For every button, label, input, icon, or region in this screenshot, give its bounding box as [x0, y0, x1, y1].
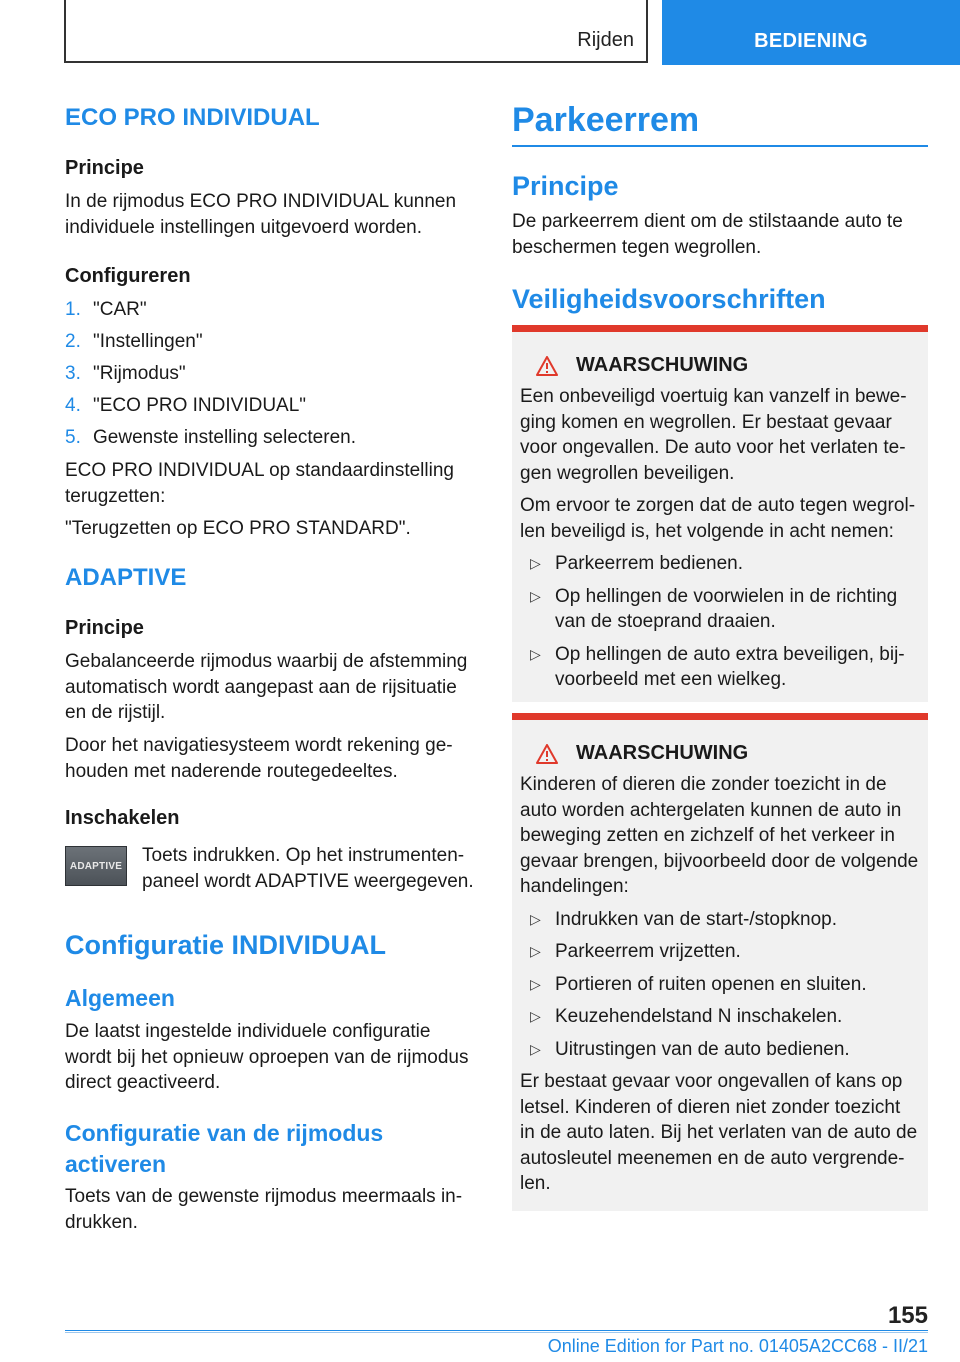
- warning-triangle-icon: [536, 356, 558, 376]
- eco-principle-text: In de rijmodus ECO PRO INDIVIDUAL kunnen individuele instellingen uitgevoerd worden.: [65, 191, 457, 238]
- list-item: [65, 358, 475, 390]
- step-text: "CAR": [93, 299, 147, 320]
- header-chapter-tab: [662, 0, 960, 65]
- adaptive-principle-title: Principe: [65, 617, 144, 639]
- triangle-bullet-icon: ▷: [530, 645, 541, 662]
- config-individual-title: Configuratie INDIVIDUAL: [65, 930, 386, 960]
- config-activate-title: Configuratie van de rijmodus activeren: [65, 1120, 384, 1177]
- triangle-bullet-icon: ▷: [530, 943, 541, 959]
- step-number: 1.: [65, 299, 81, 320]
- adaptive-enable-text: Toets indrukken. Op het instrumentenpaneel wordt ADAPTIVE weergegeven.: [142, 845, 474, 892]
- triangle-bullet-icon: ▷: [530, 910, 541, 927]
- list-item: ▷ Uitrustingen van de auto bedienen.: [520, 1037, 920, 1063]
- parkeerrem-principle-title: Principe: [512, 171, 619, 201]
- header-section-label: Rijden: [577, 29, 634, 51]
- warning-title: WAARSCHUWING: [576, 742, 749, 764]
- warning-triangle-icon: [536, 744, 558, 764]
- page-number: 155: [887, 1302, 928, 1329]
- warning-children-text: Kinderen of dieren die zonder toezicht in de auto worden achtergelaten kunnen de auto in beweging zetten en zichzelf of het verkeer in gevaar brengen, bijvoorbeeld door de volgende handelingen:: [520, 774, 919, 897]
- eco-steps-list: [65, 294, 475, 454]
- step-text: "Instellingen": [93, 331, 203, 352]
- list-item: ▷ Parkeerrem vrijzetten.: [520, 939, 920, 965]
- list-item: ▷ Keuzehendelstand N inschakelen.: [520, 1004, 920, 1030]
- step-text: "ECO PRO INDIVIDUAL": [93, 395, 307, 416]
- warning-rolling-text: Een onbeveiligd voertuig kan vanzelf in beweging komen en wegrollen. Er bestaat gevaar voor ongevallen. De auto voor het verlaten tegen wegrollen beveiligen.: [520, 386, 907, 484]
- footer-divider: [65, 1330, 928, 1331]
- eco-reset-value: "Terugzetten op ECO PRO STANDARD".: [65, 518, 411, 539]
- warning-children-conclusion: Er bestaat gevaar voor ongevallen of kans op letsel. Kinderen of dieren niet zonder toezicht in de auto laten. Bij het verlaten van de auto de autosleutel meenemen en de auto vergrendelen.: [520, 1071, 918, 1194]
- warning-box-children: [512, 713, 928, 1211]
- header-chapter-label: BEDIENING: [754, 30, 868, 52]
- eco-reset-text: ECO PRO INDIVIDUAL op standaardinstelling terugzetten:: [65, 460, 454, 507]
- list-item: ▷ Indrukken van de start-/stopknop.: [520, 907, 920, 933]
- warning-title-row: [520, 354, 920, 377]
- warning-rolling-list: [520, 551, 920, 693]
- config-activate-text: Toets van de gewenste rijmodus meermaals indrukken.: [65, 1186, 463, 1233]
- triangle-bullet-icon: ▷: [530, 975, 541, 992]
- warning-title: WAARSCHUWING: [576, 354, 749, 376]
- title-divider: [512, 145, 928, 147]
- footer-edition: Online Edition for Part no. 01405A2CC68 - II/21: [547, 1336, 928, 1356]
- config-general-title: Algemeen: [65, 985, 175, 1011]
- warning-box-rolling: [512, 325, 928, 702]
- warning-rolling-instruction: Om ervoor te zorgen dat de auto tegen wegrollen beveiligd is, het volgende in acht nemen:: [520, 495, 916, 542]
- adaptive-title: ADAPTIVE: [65, 564, 187, 591]
- adaptive-button-image: [65, 846, 127, 886]
- header-section-tab: [64, 0, 648, 63]
- adaptive-navigation-text: Door het navigatiesysteem wordt rekening gehouden met naderende routegedeeltes.: [65, 735, 453, 782]
- warning-title-row: [520, 742, 920, 765]
- step-number: 4.: [65, 395, 81, 416]
- parkeerrem-title: Parkeerrem: [512, 101, 700, 139]
- step-number: 3.: [65, 363, 81, 384]
- list-item: ▷ Parkeerrem bedienen.: [520, 551, 920, 577]
- triangle-bullet-icon: ▷: [530, 1040, 541, 1057]
- parkeerrem-principle-text: De parkeerrem dient om de stilstaande auto te beschermen tegen wegrollen.: [512, 211, 903, 258]
- step-text: "Rijmodus": [93, 363, 186, 384]
- step-number: 2.: [65, 331, 81, 352]
- list-item: ▷ Op hellingen de voorwielen in de richting van de stoeprand draaien.: [530, 585, 898, 632]
- list-item: ▷ Op hellingen de auto extra beveiligen, bijvoorbeeld met een wielkeg.: [530, 643, 905, 690]
- adaptive-button-label: ADAPTIVE: [69, 860, 123, 872]
- list-item: [65, 294, 475, 326]
- list-item: ▷ Portieren of ruiten openen en sluiten.: [520, 972, 920, 998]
- triangle-bullet-icon: ▷: [530, 1008, 541, 1024]
- eco-principle-title: Principe: [65, 157, 144, 179]
- step-text: Gewenste instelling selecteren.: [93, 427, 356, 448]
- adaptive-principle-text: Gebalanceerde rijmodus waarbij de afstemming automatisch wordt aangepast aan de rijsituatie en de rijstijl.: [65, 651, 468, 723]
- footer-divider-secondary: [65, 1332, 928, 1333]
- eco-configure-title: Configureren: [65, 265, 191, 287]
- triangle-bullet-icon: ▷: [530, 587, 541, 604]
- list-item: [65, 326, 475, 358]
- adaptive-enable-title: Inschakelen: [65, 807, 180, 829]
- list-item: [65, 390, 475, 422]
- eco-pro-individual-title: ECO PRO INDIVIDUAL: [65, 104, 320, 131]
- list-item: [65, 422, 475, 454]
- triangle-bullet-icon: ▷: [530, 555, 541, 571]
- warning-children-list: [520, 907, 920, 1063]
- safety-title: Veiligheidsvoorschriften: [512, 284, 826, 314]
- step-number: 5.: [65, 427, 81, 448]
- config-general-text: De laatst ingestelde individuele configuratie wordt bij het opnieuw oproepen van de rijmodus direct geactiveerd.: [65, 1021, 469, 1093]
